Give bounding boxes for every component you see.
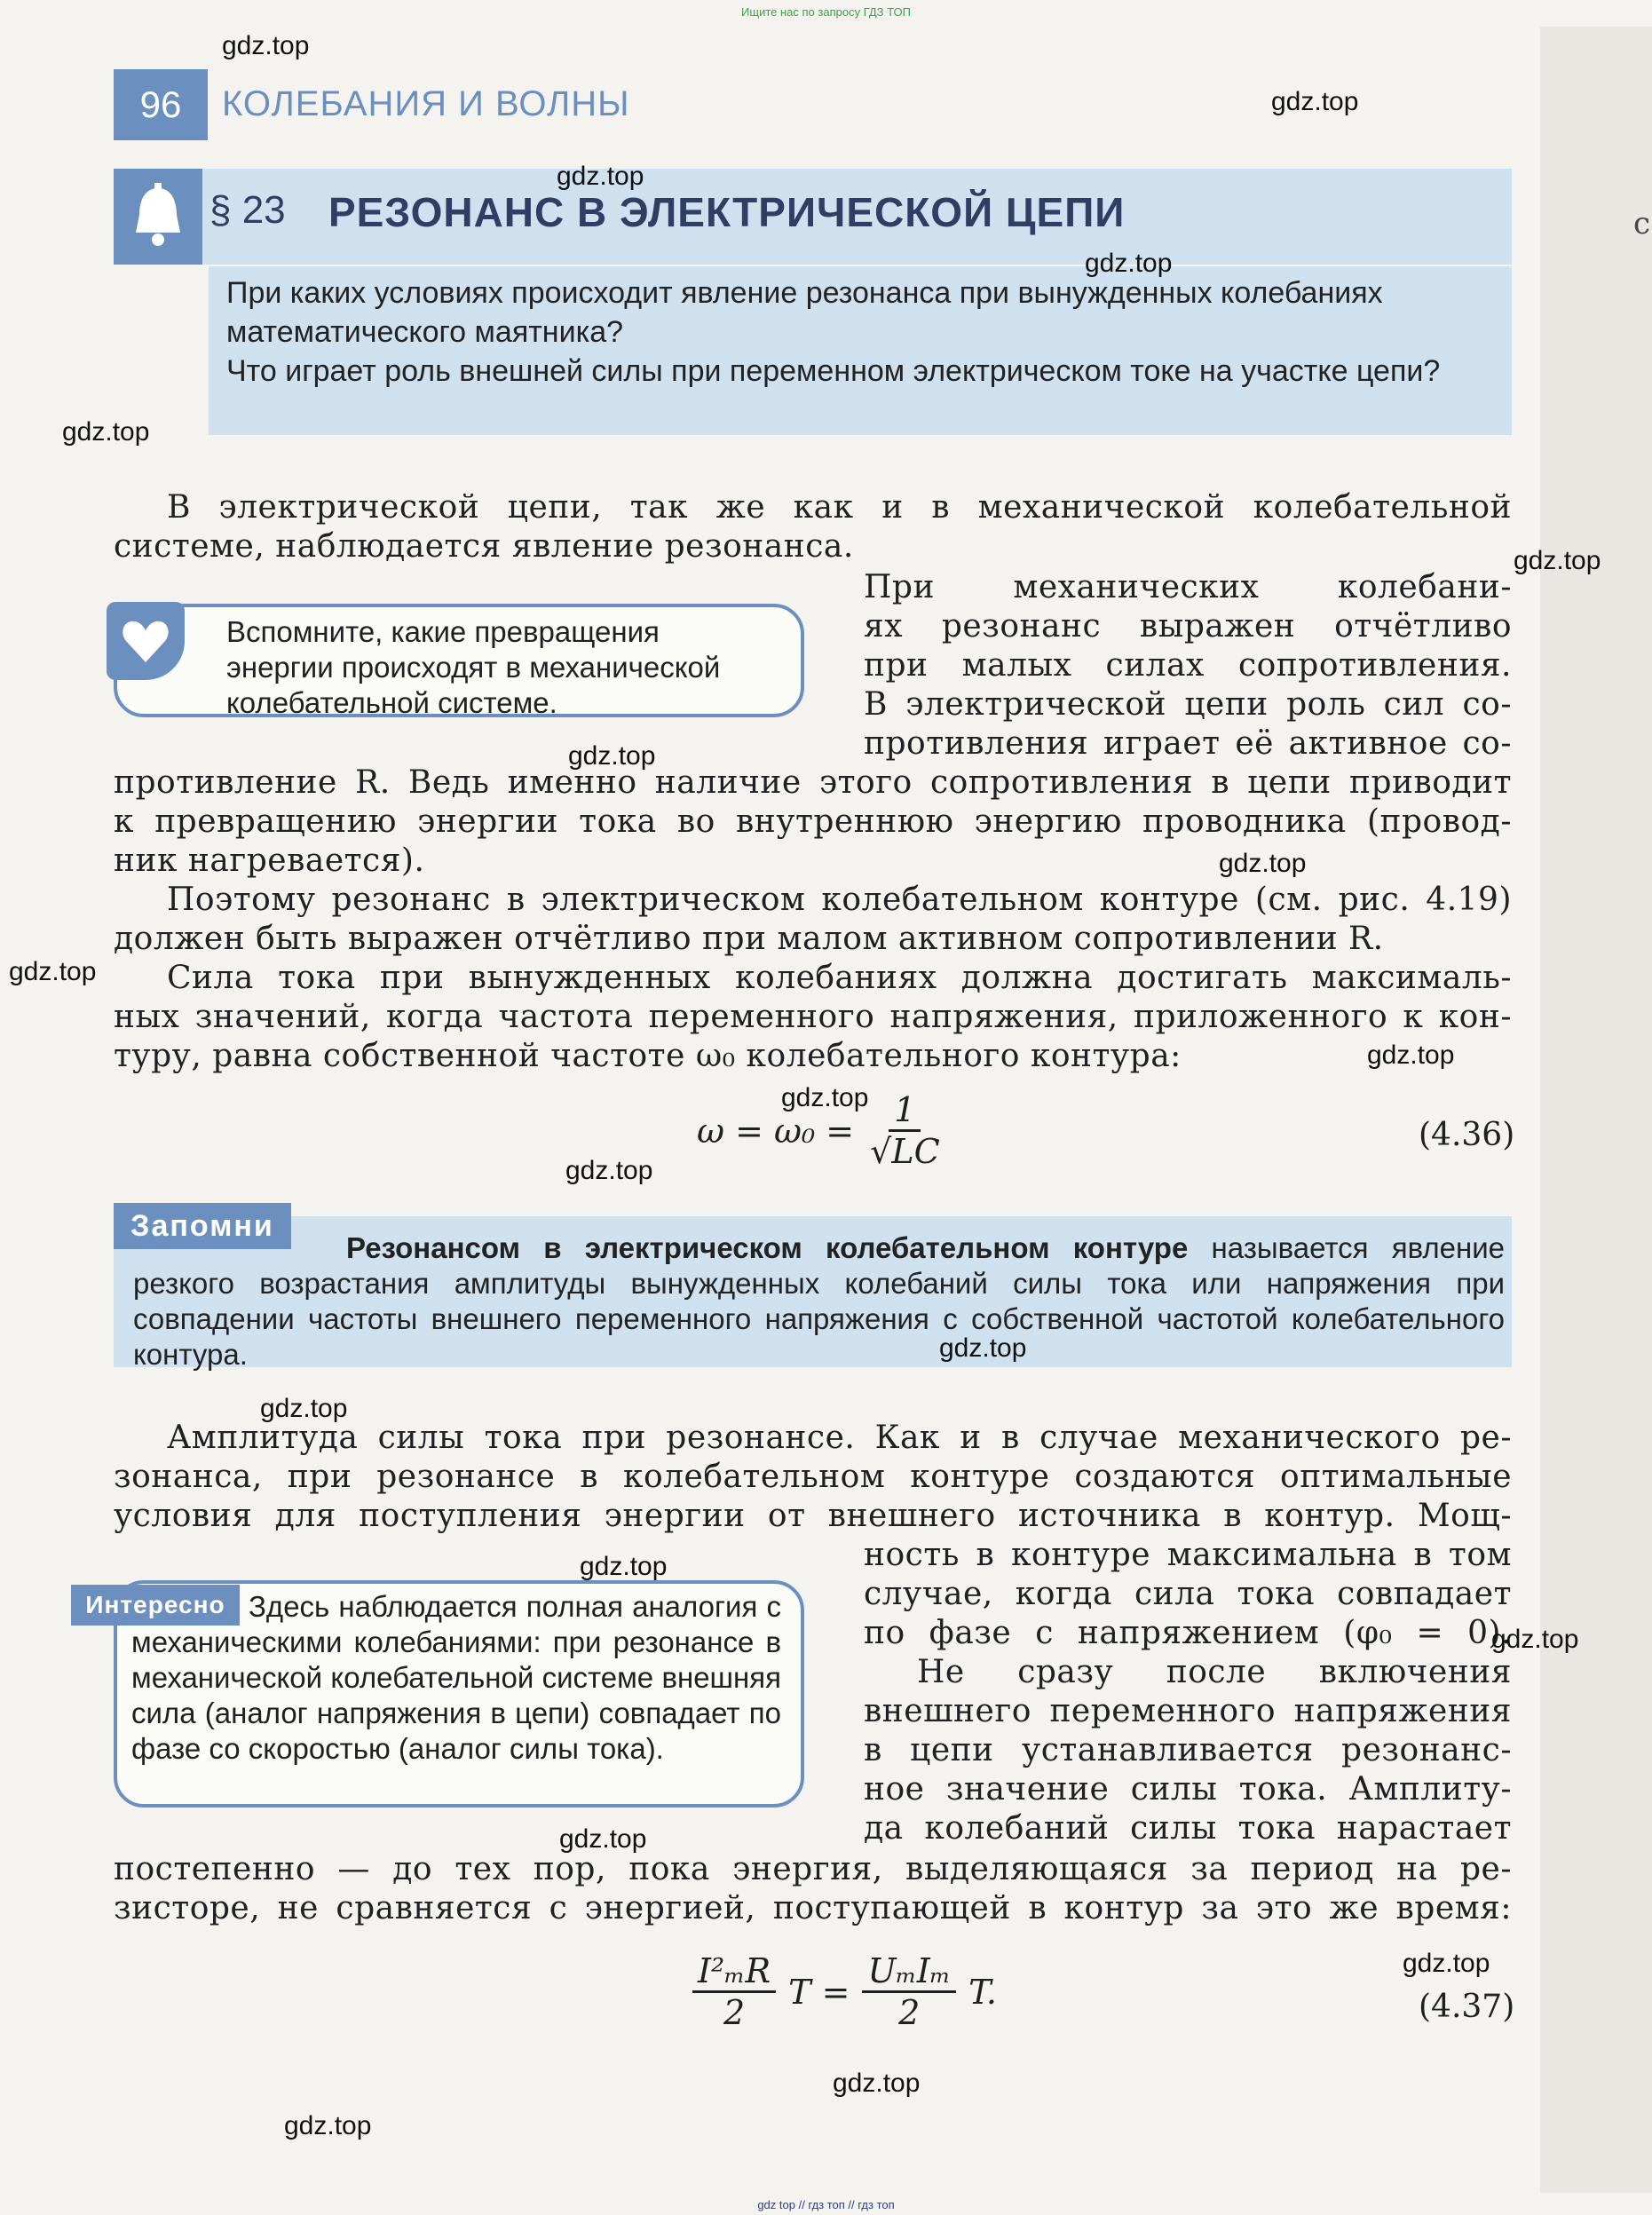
- equation-tail: T.: [968, 1972, 997, 2012]
- text-line: постепенно — до тех пор, пока энергия, выделяющаяся за период на ре-: [114, 1851, 1512, 1887]
- watermark: gdz.top: [1403, 1949, 1490, 1978]
- fraction-denominator: √LC: [870, 1132, 940, 1171]
- watermark: gdz.top: [1367, 1040, 1455, 1070]
- text-line: по фазе с напряжением (φ₀ = 0).: [864, 1615, 1512, 1651]
- text-line: ник нагревается).: [114, 842, 425, 879]
- text-line: должен быть выражен отчётливо при малом активном сопротивлении R.: [114, 921, 1384, 957]
- text-line: противления играет её активное со-: [864, 725, 1512, 762]
- text-line: ное значение силы тока. Амплиту-: [864, 1771, 1512, 1808]
- equation-4-37: [692, 1951, 997, 2032]
- remember-text: [133, 1230, 1505, 1373]
- text-line: Амплитуда силы тока при резонансе. Как и в случае механического ре-: [167, 1420, 1512, 1456]
- adjacent-page-letters: с: [1633, 206, 1651, 241]
- paragraph-5: [114, 1419, 1512, 1536]
- watermark: gdz.top: [1085, 249, 1173, 278]
- watermark: gdz.top: [9, 957, 97, 986]
- paragraph-2-right: [864, 568, 1512, 763]
- fraction-denominator: 2: [723, 1993, 746, 2032]
- watermark: gdz.top: [781, 1083, 869, 1112]
- text-line: Поэтому резонанс в электрическом колебательном контуре (см. рис. 4.19): [167, 882, 1512, 918]
- equation-lhs: ω = ω₀ =: [697, 1111, 855, 1151]
- top-note: Ищите нас по запросу ГДЗ ТОП: [741, 5, 911, 19]
- section-title: РЕЗОНАНС В ЭЛЕКТРИЧЕСКОЙ ЦЕПИ: [328, 189, 1126, 235]
- text-line: При механических колебани-: [864, 569, 1512, 605]
- text-line: при малых силах сопротивления.: [864, 647, 1512, 684]
- bell-icon: [114, 169, 202, 265]
- text-line: внешнего переменного напряжения: [864, 1693, 1512, 1729]
- interesting-text: Здесь наблюдается полная аналогия с механическими колебаниями: при резонансе в механической колебательной системе внешняя сила (аналог напряжения в цепи) совпадает по фазе со скоростью (аналог силы тока).: [131, 1590, 781, 1765]
- chapter-title: КОЛЕБАНИЯ И ВОЛНЫ: [222, 84, 630, 123]
- text-line: противление R. Ведь именно наличие этого сопротивления в цепи приводит: [114, 764, 1512, 801]
- questions-text: [226, 273, 1500, 391]
- watermark: gdz.top: [580, 1552, 668, 1581]
- paragraph-3: [114, 881, 1512, 959]
- equation-fraction-right: [862, 1951, 956, 2032]
- text-line: в цепи устанавливается резонанс-: [864, 1732, 1512, 1768]
- text-line: зонанса, при резонансе в колебательном контуре создаются оптимальные: [114, 1459, 1512, 1495]
- watermark: gdz.top: [565, 1156, 653, 1185]
- text-line: Не сразу после включения: [917, 1654, 1512, 1690]
- watermark: gdz.top: [260, 1394, 348, 1423]
- question-2: Что играет роль внешней силы при переменном электрическом токе на участке цепи?: [226, 354, 1441, 388]
- remember-label: Запомни: [114, 1203, 291, 1249]
- fraction-numerator: I²ₘR: [692, 1951, 776, 1993]
- equation-fraction: [865, 1090, 945, 1171]
- paragraph-4: [114, 959, 1512, 1076]
- text-line: В электрической цепи роль сил со-: [864, 686, 1512, 723]
- recall-text: Вспомните, какие превращения энергии происходят в механической колебательной системе.: [226, 615, 721, 719]
- paragraph-1: В электрической цепи, так же как и в механической колебательной системе, наблюдается явление резонанса.: [114, 489, 1512, 565]
- watermark: gdz.top: [222, 31, 310, 60]
- question-1: При каких условиях происходит явление резонанса при вынужденных колебаниях математического маятника?: [226, 276, 1383, 349]
- equation-number: (4.37): [1419, 1989, 1515, 2025]
- fraction-numerator: 1: [889, 1090, 921, 1132]
- equation-number: (4.36): [1419, 1117, 1515, 1153]
- remember-body: называется явление резкого возрастания амплитуды вынужденных колебаний силы тока или напряжения при совпадении частоты внешнего переменного напряжения с собственной частотой колебательного контура.: [133, 1231, 1505, 1371]
- text-line: ях резонанс выражен отчётливо: [864, 608, 1512, 645]
- watermark: gdz.top: [833, 2069, 921, 2098]
- fraction-denominator: 2: [898, 1993, 921, 2032]
- watermark: gdz.top: [568, 741, 656, 771]
- paragraph-6-right: [864, 1536, 1512, 1848]
- watermark: gdz.top: [1271, 87, 1359, 116]
- paragraph-7: [114, 1850, 1512, 1928]
- bottom-note: gdz top // гдз топ // гдз топ: [757, 2198, 895, 2211]
- text-line: зисторе, не сравняется с энергией, поступающей в контур за это же время:: [114, 1890, 1512, 1926]
- watermark: gdz.top: [1514, 546, 1601, 575]
- text-line: Сила тока при вынужденных колебаниях должна достигать максималь-: [167, 960, 1512, 996]
- heart-icon: [107, 602, 185, 680]
- watermark: gdz.top: [939, 1333, 1027, 1363]
- text-line: к превращению энергии тока во внутреннюю энергию проводника (провод-: [114, 803, 1512, 840]
- watermark: gdz.top: [559, 1824, 647, 1854]
- equation-fraction-left: [692, 1951, 776, 2032]
- fraction-numerator: UₘIₘ: [862, 1951, 956, 1993]
- section-number: § 23: [209, 188, 286, 232]
- watermark: gdz.top: [1491, 1625, 1579, 1654]
- text-line: ность в контуре максимальна в том: [864, 1537, 1512, 1573]
- text-line: да колебаний силы тока нарастает: [864, 1810, 1512, 1847]
- watermark: gdz.top: [557, 162, 644, 191]
- text-line: туру, равна собственной частоте ω₀ колебательного контура:: [114, 1038, 1182, 1074]
- next-page-edge: [1540, 27, 1652, 2193]
- text-line: ных значений, когда частота переменного напряжения, приложенного к кон-: [114, 999, 1512, 1035]
- watermark: gdz.top: [284, 2111, 372, 2140]
- equation-middle: T =: [788, 1972, 850, 2012]
- watermark: gdz.top: [1219, 849, 1307, 878]
- text-line: условия для поступления энергии от внешнего источника в контур. Мощ-: [114, 1498, 1512, 1534]
- watermark: gdz.top: [62, 417, 150, 447]
- text-line: случае, когда сила тока совпадает: [864, 1576, 1512, 1612]
- interesting-label: Интересно: [71, 1585, 240, 1626]
- page-number: 96: [114, 69, 208, 140]
- remember-bold: Резонансом в электрическом колебательном контуре: [346, 1231, 1189, 1264]
